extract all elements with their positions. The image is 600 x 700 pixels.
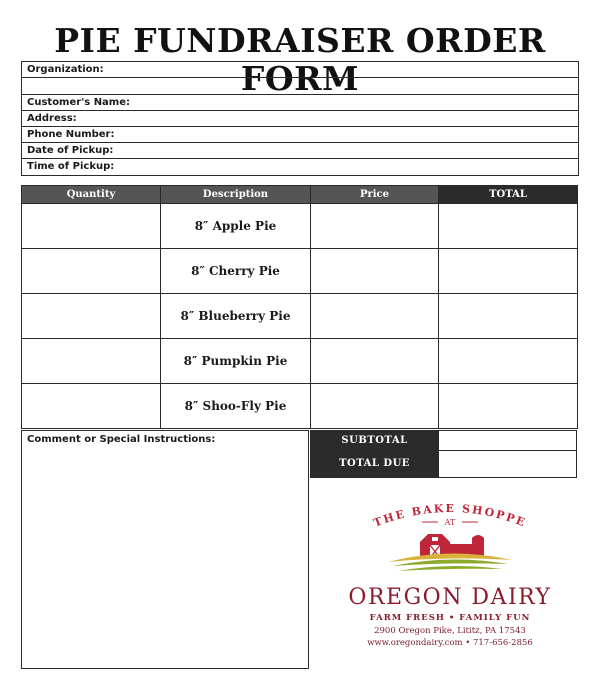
quantity-cell[interactable] — [22, 249, 161, 294]
subtotal-label: SUBTOTAL — [311, 431, 438, 450]
organization-field[interactable]: Organization: — [22, 62, 578, 78]
total-cell[interactable] — [439, 249, 578, 294]
item-description: 8″ Blueberry Pie — [161, 294, 311, 339]
time-of-pickup-field[interactable]: Time of Pickup: — [27, 161, 115, 172]
item-description: 8″ Cherry Pie — [161, 249, 311, 294]
customer-name-field[interactable]: Customer's Name: — [22, 95, 578, 111]
item-description: 8″ Pumpkin Pie — [161, 339, 311, 384]
logo-tagline: FARM FRESH • FAMILY FUN — [369, 613, 531, 623]
table-row — [22, 204, 578, 249]
quantity-header: Quantity — [22, 186, 161, 204]
subtotal-value[interactable] — [438, 431, 576, 450]
price-cell[interactable] — [311, 204, 439, 249]
total-cell[interactable] — [439, 204, 578, 249]
total-cell[interactable] — [439, 294, 578, 339]
description-header: Description — [161, 186, 311, 204]
comments-label: Comment or Special Instructions: — [27, 434, 216, 445]
total-cell[interactable] — [439, 384, 578, 429]
business-address: 2900 Oregon Pike, Lititz, PA 17543 — [374, 626, 526, 636]
price-cell[interactable] — [311, 294, 439, 339]
price-cell[interactable] — [311, 384, 439, 429]
date-of-pickup-field[interactable]: Date of Pickup: — [22, 143, 578, 159]
table-row — [22, 249, 578, 294]
table-row — [22, 294, 578, 339]
oregon-dairy-logo — [320, 500, 580, 660]
page-title: PIE FUNDRAISER ORDER FORM — [54, 21, 546, 98]
business-contact: www.oregondairy.com • 717-656-2856 — [367, 638, 533, 648]
quantity-cell[interactable] — [22, 204, 161, 249]
total-due-label: TOTAL DUE — [311, 451, 438, 477]
customer-info-section — [21, 61, 579, 176]
table-row — [22, 384, 578, 429]
logo-at-text: AT — [444, 518, 456, 527]
quantity-cell[interactable] — [22, 339, 161, 384]
comments-box[interactable] — [21, 430, 309, 669]
price-header: Price — [311, 186, 439, 204]
organization-field-extra[interactable] — [22, 78, 578, 95]
quantity-cell[interactable] — [22, 384, 161, 429]
logo-name: OREGON DAIRY — [348, 585, 552, 610]
total-cell[interactable] — [439, 339, 578, 384]
phone-number-field[interactable]: Phone Number: — [22, 127, 578, 143]
quantity-cell[interactable] — [22, 294, 161, 339]
address-field[interactable]: Address: — [22, 111, 578, 127]
price-cell[interactable] — [311, 339, 439, 384]
order-table — [21, 185, 578, 429]
price-cell[interactable] — [311, 249, 439, 294]
total-due-value[interactable] — [438, 451, 576, 477]
subtotal-row — [310, 430, 577, 451]
table-row — [22, 339, 578, 384]
item-description: 8″ Shoo-Fly Pie — [161, 384, 311, 429]
total-due-row — [310, 450, 577, 478]
logo-arc-text: THE BAKE SHOPPE — [371, 501, 529, 530]
total-header: TOTAL — [439, 186, 578, 204]
item-description: 8″ Apple Pie — [161, 204, 311, 249]
